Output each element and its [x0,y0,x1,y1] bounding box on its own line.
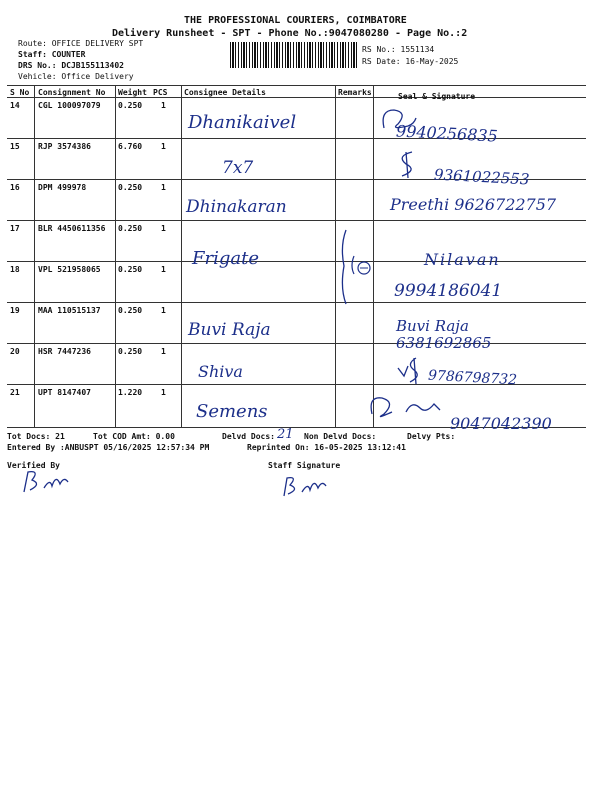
row-weight: 1.220 [118,388,143,397]
route-label: Route: OFFICE DELIVERY SPT [18,39,144,48]
rs-number: RS No.: 1551134 [362,45,435,54]
col-header-pcs: PCS [153,88,168,97]
col-header-signature: Seal & Signature [398,92,476,101]
handwritten-consignee: Buvi Raja [188,320,271,340]
verified-by-label: Verified By [7,461,60,470]
vehicle-label: Vehicle: Office Delivery [18,72,134,81]
delivered-docs-label: Delvd Docs: [222,432,275,441]
handwritten-signature: 9994186041 [394,281,503,301]
row-pcs: 1 [161,347,166,356]
column-divider [115,85,116,427]
staff-signature-label: Staff Signature [268,461,341,470]
column-divider [181,85,182,427]
row-sno: 21 [10,388,20,397]
handwritten-signature: 9940256835 [395,121,499,146]
row-separator [7,138,586,139]
delivered-docs-handwritten: 21 [277,427,294,442]
row-sno: 20 [10,347,20,356]
row-consignment-no: HSR 7447236 [38,347,91,356]
signature-scribble [368,392,444,424]
drs-value: DCJB155113402 [61,61,124,70]
col-header-remarks: Remarks [338,88,372,97]
row-weight: 0.250 [118,183,143,192]
row-weight: 0.250 [118,224,143,233]
staff-signature-scribble [278,472,330,500]
drs-label: DRS No.: [18,61,57,70]
reprinted-on: Reprinted On: 16-05-2025 13:12:41 [247,443,406,452]
staff-label: Staff: COUNTER [18,50,86,59]
col-header-consignee: Consignee Details [184,88,266,97]
drs-number [18,61,124,70]
row-sno: 14 [10,101,20,110]
table-top-border [7,85,586,86]
handwritten-consignee: Shiva [198,362,243,381]
row-pcs: 1 [161,265,166,274]
row-sno: 18 [10,265,20,274]
handwritten-consignee: Dhanikaivel [188,112,297,133]
table-header-border [7,97,586,98]
col-header-weight: Weight [118,88,147,97]
delivery-points-label: Delvy Pts: [407,432,456,441]
row-sno: 19 [10,306,20,315]
col-header-sno: S No [10,88,30,97]
row-consignment-no: VPL 521958065 [38,265,101,274]
handwritten-signature: 9786798732 [427,367,518,389]
row-weight: 0.250 [118,101,143,110]
row-pcs: 1 [161,183,166,192]
row-weight: 0.250 [118,347,143,356]
col-header-consignment: Consignment No [38,88,106,97]
row-consignment-no: MAA 110515137 [38,306,101,315]
handwritten-consignee: Semens [196,401,268,422]
remarks-bracket-mark [336,226,376,308]
barcode [230,42,358,68]
row-separator [7,220,586,221]
row-consignment-no: DPM 499978 [38,183,87,192]
entered-by: Entered By :ANBUSPT 05/16/2025 12:57:34 PM [7,443,210,452]
total-cod-amount: Tot COD Amt: 0.00 [93,432,175,441]
handwritten-signature: 9361022553 [433,165,530,189]
row-consignment-no: CGL 100097079 [38,101,101,110]
handwritten-signature: Nilavan [424,250,501,269]
row-consignment-no: BLR 4450611356 [38,224,106,233]
handwritten-consignee: 7x7 [222,158,254,178]
non-delivered-docs-label: Non Delvd Docs: [304,432,377,441]
company-name: THE PROFESSIONAL COURIERS, COIMBATORE [184,15,407,26]
row-sno: 15 [10,142,20,151]
row-pcs: 1 [161,388,166,397]
handwritten-consignee: Dhinakaran [186,197,287,217]
row-sno: 16 [10,183,20,192]
row-pcs: 1 [161,101,166,110]
signature-scribble [396,356,426,386]
rs-date: RS Date: 16-May-2025 [362,57,459,66]
column-divider [34,85,35,427]
row-separator [7,302,586,303]
row-pcs: 1 [161,306,166,315]
signature-scribble [392,148,426,180]
row-weight: 6.760 [118,142,143,151]
row-weight: 0.250 [118,306,143,315]
total-docs: Tot Docs: 21 [7,432,65,441]
runsheet-title: Delivery Runsheet - SPT - Phone No.:9047080280 - Page No.:2 [112,28,468,39]
row-consignment-no: RJP 3574386 [38,142,91,151]
row-pcs: 1 [161,224,166,233]
verifier-signature-scribble [18,466,70,496]
row-weight: 0.250 [118,265,143,274]
row-pcs: 1 [161,142,166,151]
row-consignment-no: UPT 8147407 [38,388,91,397]
handwritten-signature: Buvi Raja 6381692865 [396,317,492,352]
handwritten-signature: Preethi 9626722757 [390,195,557,214]
row-sno: 17 [10,224,20,233]
handwritten-signature: 9047042390 [450,414,552,433]
handwritten-consignee: Frigate [192,248,259,269]
